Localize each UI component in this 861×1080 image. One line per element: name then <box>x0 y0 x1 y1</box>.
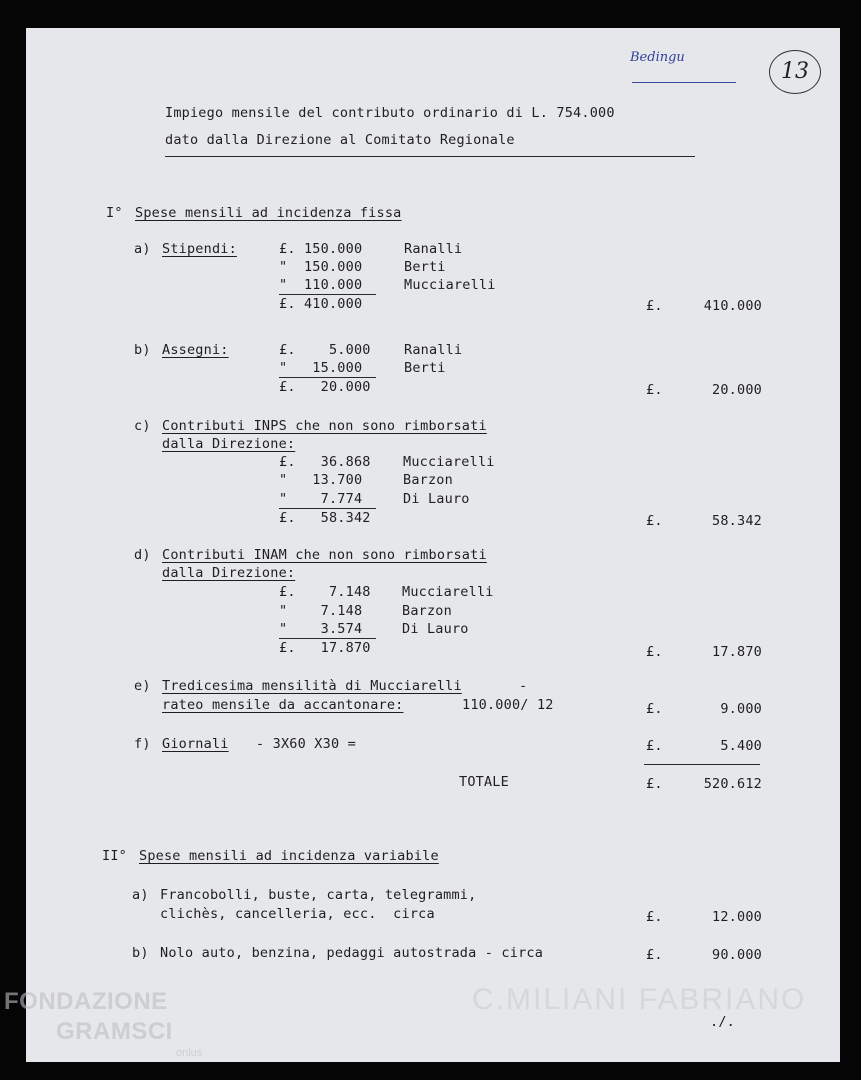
amount-name: Barzon <box>402 603 452 619</box>
item-a-total: 410.000 <box>703 298 762 314</box>
item-a-label: Stipendi: <box>162 241 237 257</box>
item-e-dash: - <box>519 678 528 694</box>
amount-row: £. 150.000 <box>279 241 363 257</box>
amount-row: £. 5.000 <box>279 342 371 358</box>
pound-sign: £. <box>646 701 663 717</box>
pound-sign: £. <box>646 644 663 660</box>
amount-row: " 15.000 <box>279 360 363 376</box>
item-c-label-1: Contributi INPS che non sono rimborsati <box>162 418 487 434</box>
document-page <box>26 28 840 1062</box>
item-d-label-1: Contributi INAM che non sono rimborsati <box>162 547 487 563</box>
item-e-total: 9.000 <box>720 701 762 717</box>
amount-name: Ranalli <box>404 241 463 257</box>
item-c-label-2: dalla Direzione: <box>162 436 296 452</box>
item-d-letter: d) <box>134 547 151 563</box>
bleed-through-text: C.MILIANI FABRIANO <box>472 983 807 1016</box>
pound-sign: £. <box>646 513 663 529</box>
section-2-number: II° <box>102 848 127 864</box>
item-a-letter: a) <box>134 241 151 257</box>
item-2a-letter: a) <box>132 887 149 903</box>
item-e-label-2: rateo mensile da accantonare: <box>162 697 404 713</box>
item-e-letter: e) <box>134 678 151 694</box>
item-c-letter: c) <box>134 418 151 434</box>
amount-name: Berti <box>404 259 446 275</box>
pound-sign: £. <box>646 382 663 398</box>
pound-sign: £. <box>646 909 663 925</box>
section-1-heading: Spese mensili ad incidenza fissa <box>135 205 402 221</box>
item-f-letter: f) <box>134 736 151 752</box>
section-2-heading: Spese mensili ad incidenza variabile <box>139 848 439 864</box>
item-2b-letter: b) <box>132 945 149 961</box>
pound-sign: £. <box>646 947 663 963</box>
item-b-label: Assegni: <box>162 342 229 358</box>
continuation-mark: ./. <box>710 1014 735 1030</box>
totale-label: TOTALE <box>459 774 509 790</box>
watermark-line-3: onlus <box>176 1047 203 1059</box>
item-d-total: 17.870 <box>712 644 762 660</box>
watermark-line-2: GRAMSCI <box>56 1018 173 1045</box>
amount-row: " 13.700 <box>279 472 363 488</box>
totale-value: 520.612 <box>703 776 762 792</box>
total-rule <box>644 764 760 765</box>
item-c-total: 58.342 <box>712 513 762 529</box>
item-2a-total: 12.000 <box>712 909 762 925</box>
item-b-letter: b) <box>134 342 151 358</box>
subtotal: £. 17.870 <box>279 640 371 656</box>
amount-row: " 150.000 <box>279 259 363 275</box>
item-f-calc: - 3X60 X30 = <box>256 736 356 752</box>
subtotal: £. 20.000 <box>279 379 371 395</box>
item-2a-line-1: Francobolli, buste, carta, telegrammi, <box>160 887 477 903</box>
handwritten-underline <box>632 82 736 83</box>
amount-row: " 110.000 <box>279 277 363 293</box>
title-line-1: Impiego mensile del contributo ordinario di L. 754.000 <box>165 105 615 121</box>
page-number-circled: 13 <box>769 50 821 94</box>
item-e-label-1: Tredicesima mensilità di Mucciarelli <box>162 678 462 694</box>
amount-row: " 7.148 <box>279 603 363 619</box>
amount-row: £. 36.868 <box>279 454 371 470</box>
item-f-label: Giornali <box>162 736 229 752</box>
item-d-label-2: dalla Direzione: <box>162 565 296 581</box>
amount-name: Mucciarelli <box>404 277 496 293</box>
amount-name: Berti <box>404 360 446 376</box>
title-line-2: dato dalla Direzione al Comitato Regionale <box>165 132 515 148</box>
amount-name: Ranalli <box>404 342 463 358</box>
amount-name: Barzon <box>403 472 453 488</box>
item-2b-line: Nolo auto, benzina, pedaggi autostrada - circa <box>160 945 544 961</box>
item-b-total: 20.000 <box>712 382 762 398</box>
amount-row: £. 7.148 <box>279 584 371 600</box>
amount-name: Di Lauro <box>402 621 469 637</box>
amount-name: Mucciarelli <box>403 454 495 470</box>
item-2b-total: 90.000 <box>712 947 762 963</box>
pound-sign: £. <box>646 776 663 792</box>
item-2a-line-2: clichès, cancelleria, ecc. circa <box>160 906 435 922</box>
item-e-calc: 110.000/ 12 <box>462 697 554 713</box>
title-underline <box>165 156 695 157</box>
subtotal: £. 58.342 <box>279 510 371 526</box>
pound-sign: £. <box>646 298 663 314</box>
section-1-number: I° <box>106 205 123 221</box>
amount-row: " 7.774 <box>279 491 363 507</box>
subtotal: £. 410.000 <box>279 296 363 312</box>
amount-name: Di Lauro <box>403 491 470 507</box>
watermark-line-1: FONDAZIONE <box>4 988 168 1015</box>
amount-name: Mucciarelli <box>402 584 494 600</box>
handwritten-annotation: Bedingu <box>630 50 685 65</box>
amount-row: " 3.574 <box>279 621 363 637</box>
item-f-total: 5.400 <box>720 738 762 754</box>
pound-sign: £. <box>646 738 663 754</box>
